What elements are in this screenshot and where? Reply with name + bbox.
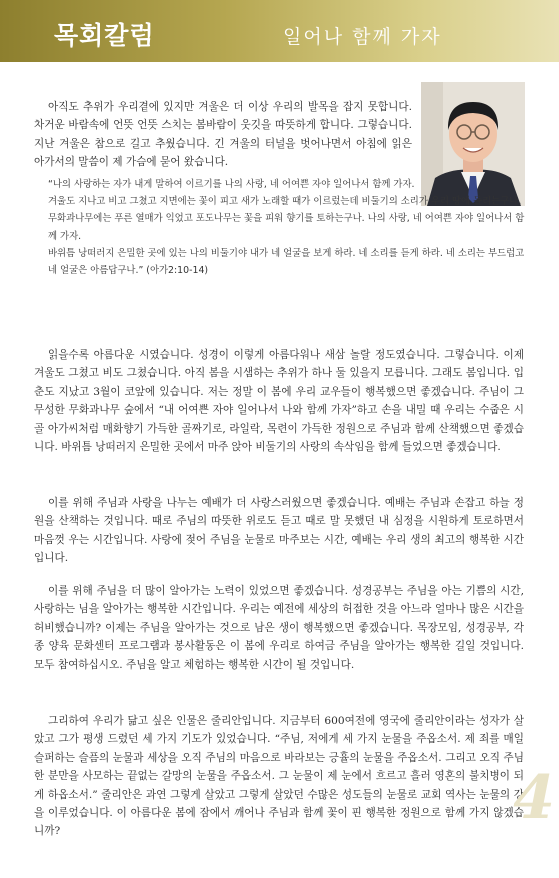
column-header-banner [0,0,559,62]
column-title: 목회칼럼 [54,21,155,50]
scripture-quote [48,176,526,279]
quote-line: 바위틈 낭떠러지 은밀한 곳에 있는 나의 비둘기야 내가 네 얼굴을 보게 하라. 네 소리를 듣게 하라. 네 소리는 부드럽고 네 얼굴은 아름답구나.” (아가2:10-14) [48,247,525,277]
column-subtitle: 일어나 함께 가자 [283,26,442,48]
quote-line: 겨울도 지나고 비고 그쳤고 지면에는 꽃이 피고 새가 노래할 때가 이르렀는데 비둘기의 소리가 우리 땅에 들리는구나. [48,196,522,208]
body-paragraph: 이를 위해 주님과 사랑을 나누는 예배가 더 사랑스러웠으면 좋겠습니다. 예배는 주님과 손잡고 하늘 정원을 산책하는 것입니다. 때로 주님의 따뜻한 위로도 듣고 때로 말 못했던 내 심정을 시원하게 토로하면서 마음껏 우는 시간입니다. 사랑에 젖어 주님을 눈물로 마주보는 시간, 예배는 우리 생의 최고의 행복한 시간입니다. [34,497,524,565]
intro-paragraph: 아직도 추위가 우리곁에 있지만 겨울은 더 이상 우리의 발목을 잡지 못합니다. 차거운 바람속에 언뜻 언뜻 스치는 봄바람이 웃깃을 따뜻하게 합니다. 그렇습니다. 지난 겨울은 참으로 길고 추웠습니다. 긴 겨울의 터널을 벗어나면서 아침에 읽은 아가서의 말씀이 제 가슴에 묻어 왔습니다. [34,101,412,169]
quote-line: 무화과나무에는 푸른 열매가 익었고 포도나무는 꽃을 피워 향기를 토하는구나. 나의 사랑, 네 어여쁜 자야 일어나서 함께 가자. [48,213,525,242]
quote-line: “나의 사랑하는 자가 내게 말하여 이르기를 나의 사랑, 네 어여쁜 자야 일어나서 함께 가자. [48,179,415,190]
body-paragraph: 이를 위해 주님을 더 많이 알아가는 노력이 있었으면 좋겠습니다. 성경공부는 주님을 아는 기쁨의 시간, 사랑하는 님을 알아가는 행복한 시간입니다. 우리는 예전에 세상의 허접한 것을 아느라 얼마나 많은 시간을 허비했습니까? 이제는 주님을 알아가는 것으로 남은 생이 행복했으면 좋겠습니다. 목장모임, 성경공부, 각종 양육 문화센터 프로그램과 봉사활동은 이 봄에 우리로 하여금 주님을 알아가는 행복한 길일 것입니다. 모두 참여하십시오. 주님을 알고 체험하는 행복한 시간이 될 것입니다. [34,585,524,671]
body-paragraph: 읽을수록 아름다운 시였습니다. 성경이 이렇게 아름다워나 새삼 놀랄 정도였습니다. 그렇습니다. 이제 겨울도 그쳤고 비도 그쳤습니다. 아직 봄을 시샘하는 추위가 하나 둘 있을지 모릅니다. 그래도 봄입니다. 입춘도 지났고 3월이 코앞에 있습니다. 저는 정말 이 봄에 우리 교우들이 행복했으면 좋겠습니다. 주님이 그 무성한 무화과나무 숲에서 “내 어여쁜 자야 일어나서 나와 함께 가자”하고 손을 내밀 때 우리는 수줍은 시골 아가씨처럼 매화향기 가득한 골짜기로, 라일락, 목련이 가득한 정원으로 주님과 함께 산책했으면 좋겠습니다. 바위틈 낭떠러지 은밀한 곳에서 마주 앉아 비둘기의 사랑의 속삭임을 함께 들었으면 좋겠습니다. [34,349,524,454]
body-paragraph: 그리하여 우리가 닮고 싶은 인물은 줄리안입니다. 지금부터 600여전에 영국에 줄리안이라는 성자가 살았고 그가 평생 드렸던 세 가지 기도가 있었습니다. “주님, 저에게 세 가지 눈물을 주옵소서. 제 죄를 매일 슬퍼하는 슬픔의 눈물과 세상을 오직 주님의 마음으로 바라보는 긍휼의 눈물을 주옵소서. 그리고 오직 주님 한 분만을 사모하는 끝없는 갈망의 눈물을 주옵소서. 그 눈물이 제 눈에서 흐르고 흘러 영혼의 불치병이 되게 하옵소서.” 줄리안은 과연 그렇게 살았고 그렇게 살았던 수많은 성도들의 눈물로 교회 역사는 눈물의 강을 이루었습니다. 이 아름다운 봄에 잠에서 깨어나 주님과 함께 꽃이 핀 행복한 정원으로 함께 가지 않겠습니까? [34,715,524,838]
page-number: 4 [513,763,555,833]
